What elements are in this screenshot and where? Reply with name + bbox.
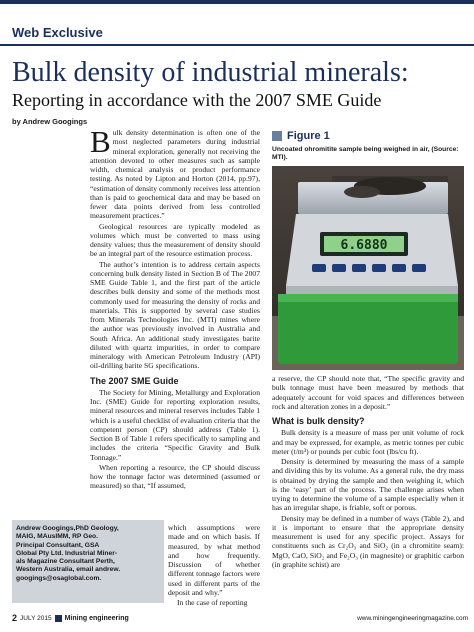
figure-marker-icon — [272, 131, 282, 141]
body-paragraph: which assumptions were made and on which basis. If measured, by what method and how frequently. Discussion of whether different tonnage factors were used in different parts of the deposit and why.” — [168, 523, 260, 597]
article-subtitle: Reporting in accordance with the 2007 SME Guide — [12, 90, 382, 110]
body-paragraph: Density is determined by measuring the mass of a sample and dividing this by its volume. As a general rule, the dry mass is obtained by drying the sample and then weighing it, which is the ‘easy’ part of the process. The challenge arises when trying to determine the volume of a sample especially when it has an irregular shape, is friable, soft or porous. — [272, 457, 464, 513]
body-paragraph: Bulk density is a measure of mass per unit volume of rock and may be expressed, for example, as metric tonnes per cubic meter (t/m³) or pounds per cubic foot (lbs/cu ft). — [272, 428, 464, 456]
page-footer — [12, 613, 468, 625]
body-paragraph: a reserve, the CP should note that, “The specific gravity and bulk tonnage must have been measured by methods that adequately account for void spaces and differences between rock and alteration zones in a deposit.” — [272, 374, 464, 411]
section-heading: The 2007 SME Guide — [90, 375, 179, 386]
body-paragraph: Geological resources are typically modeled as volumes which must be converted to mass using density values; thus the measurement of density should be an integral part of the resource estimation process. — [90, 221, 260, 259]
body-paragraph: Density may be defined in a number of ways (Table 2), and it is important to ensure that the appropriate density measurement is used for any specific project. Assays for constituents such as Cr₂O₃ and SiO₂ (in a chromitite seam): MgO, CaO, SiO₂ and Fe₂O₃ (in magnesite) or graphitic carbon (in graphite schist) are — [272, 513, 464, 569]
figure-caption: Uncoated ohromitite sample being weighed in air, (Source: MTI). — [272, 146, 459, 161]
section-kicker: Web Exclusive — [12, 25, 103, 40]
magazine-logo-icon — [55, 615, 62, 622]
magazine-name: Mining engineering — [64, 614, 129, 622]
byline: by Andrew Googings — [12, 117, 88, 126]
website-url[interactable]: www.miningengineeringmagazine.com — [357, 615, 468, 622]
figure-photo — [272, 166, 464, 370]
body-paragraph: The author’s intention is to address certain aspects concerning bulk density listed in Section B of The 2007 SME Guide Table 1, and the first part of the article describes bulk density and some of the methods most commonly used for measuring the density of rocks and materials. This is supported by several case studies from Minerals Technologies Inc. (MTI) mines where the author was previously involved in Australia and South Africa. An additional study investigates barite diluted with quartz impurities, in order to compare mineralogy with American Petroleum Industry (API) oil-drilling barite SG specifications. — [90, 259, 260, 371]
author-bio-box: Andrew Googings,PhD Geology, MAIG, MAusIMM, RP Geo. Principal Consultant, GSA Global Pty Ltd. Industrial Miner- als Magazine Consultant Perth, Western Australia, email andrew. googings@osaglobal.com. — [12, 520, 164, 603]
body-paragraph: In the case of reporting — [177, 598, 248, 607]
issue-date: JULY 2015 — [20, 614, 52, 622]
section-heading: What is bulk density? — [272, 416, 365, 426]
scale-reading: 6.6880 — [340, 238, 388, 253]
lead-paragraph: Bulk density determination is often one of the most neglected parameters during industrial mineral exploration, generally not receiving the attention devoted to other measures such as sample width, chemical analysis or product performance testing. As noted by Lipton and Horton (2014, pp.97), “estimation of density commonly receives less attention than is paid to geochemical data and may be based on fewer data points derived from less controlled measurement practices.” — [90, 124, 260, 221]
body-paragraph: The Society for Mining, Metallurgy and Exploration Inc. (SME) Guide for reporting exploration results, mineral resources and mineral reserves includes Table 1 which is a useful checklist of evaluation criteria that the competent person (CP) should address (Table 1). Section B of Table 1 refers specifically to sampling and includes the criteria “Specific Gravity and Bulk Tonnage.” — [90, 387, 260, 462]
weighing-scale-illustration — [272, 166, 464, 370]
header-rule — [0, 44, 474, 46]
text-column-1-continued — [168, 523, 260, 608]
body-paragraph: When reporting a resource, the CP should discuss how the tonnage factor was determined (assumed or measured) so that, “If assumed, — [90, 462, 260, 491]
top-rule — [0, 0, 474, 4]
text-column-2 — [272, 374, 464, 570]
green-tray — [278, 294, 458, 364]
article-title: Bulk density of industrial minerals: — [12, 57, 409, 88]
page-number: 2 — [12, 613, 18, 623]
text-column-1 — [90, 124, 260, 492]
figure-title: Figure 1 — [272, 130, 330, 142]
drop-cap: B — [90, 124, 111, 159]
